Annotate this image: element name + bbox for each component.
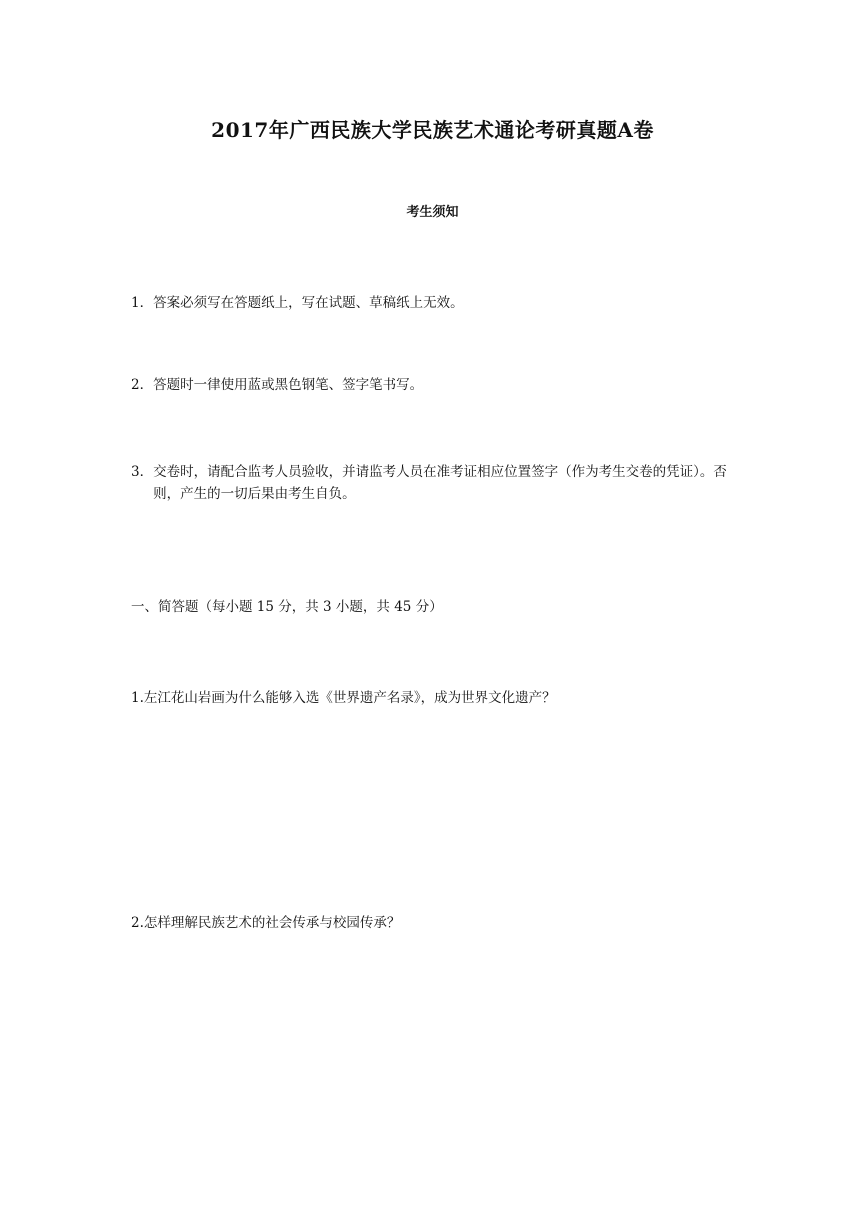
section-heading: 一、简答题（每小题 15 分，共 3 小题，共 45 分） xyxy=(131,599,443,615)
notice-number: 2． xyxy=(131,377,154,393)
notice-item-1 xyxy=(131,292,751,314)
notice-text: 答案必须写在答题纸上，写在试题、草稿纸上无效。 xyxy=(153,295,464,311)
notice-item-3 xyxy=(131,461,751,505)
notice-text: 交卷时，请配合监考人员验收，并请监考人员在准考证相应位置签字（作为考生交卷的凭证）。否则，产生的一切后果由考生自负。 xyxy=(153,464,727,502)
notice-number: 3． xyxy=(131,464,154,480)
question-2: 2.怎样理解民族艺术的社会传承与校园传承？ xyxy=(131,915,401,931)
notice-heading: 考生须知 xyxy=(406,205,459,220)
question-1: 1.左江花山岩画为什么能够入选《世界遗产名录》，成为世界文化遗产？ xyxy=(131,690,556,706)
notice-item-2 xyxy=(131,374,751,396)
notice-number: 1． xyxy=(131,295,154,311)
notice-text: 答题时一律使用蓝或黑色钢笔、签字笔书写。 xyxy=(153,377,424,393)
document-title: 2017年广西民族大学民族艺术通论考研真题A卷 xyxy=(211,118,654,142)
